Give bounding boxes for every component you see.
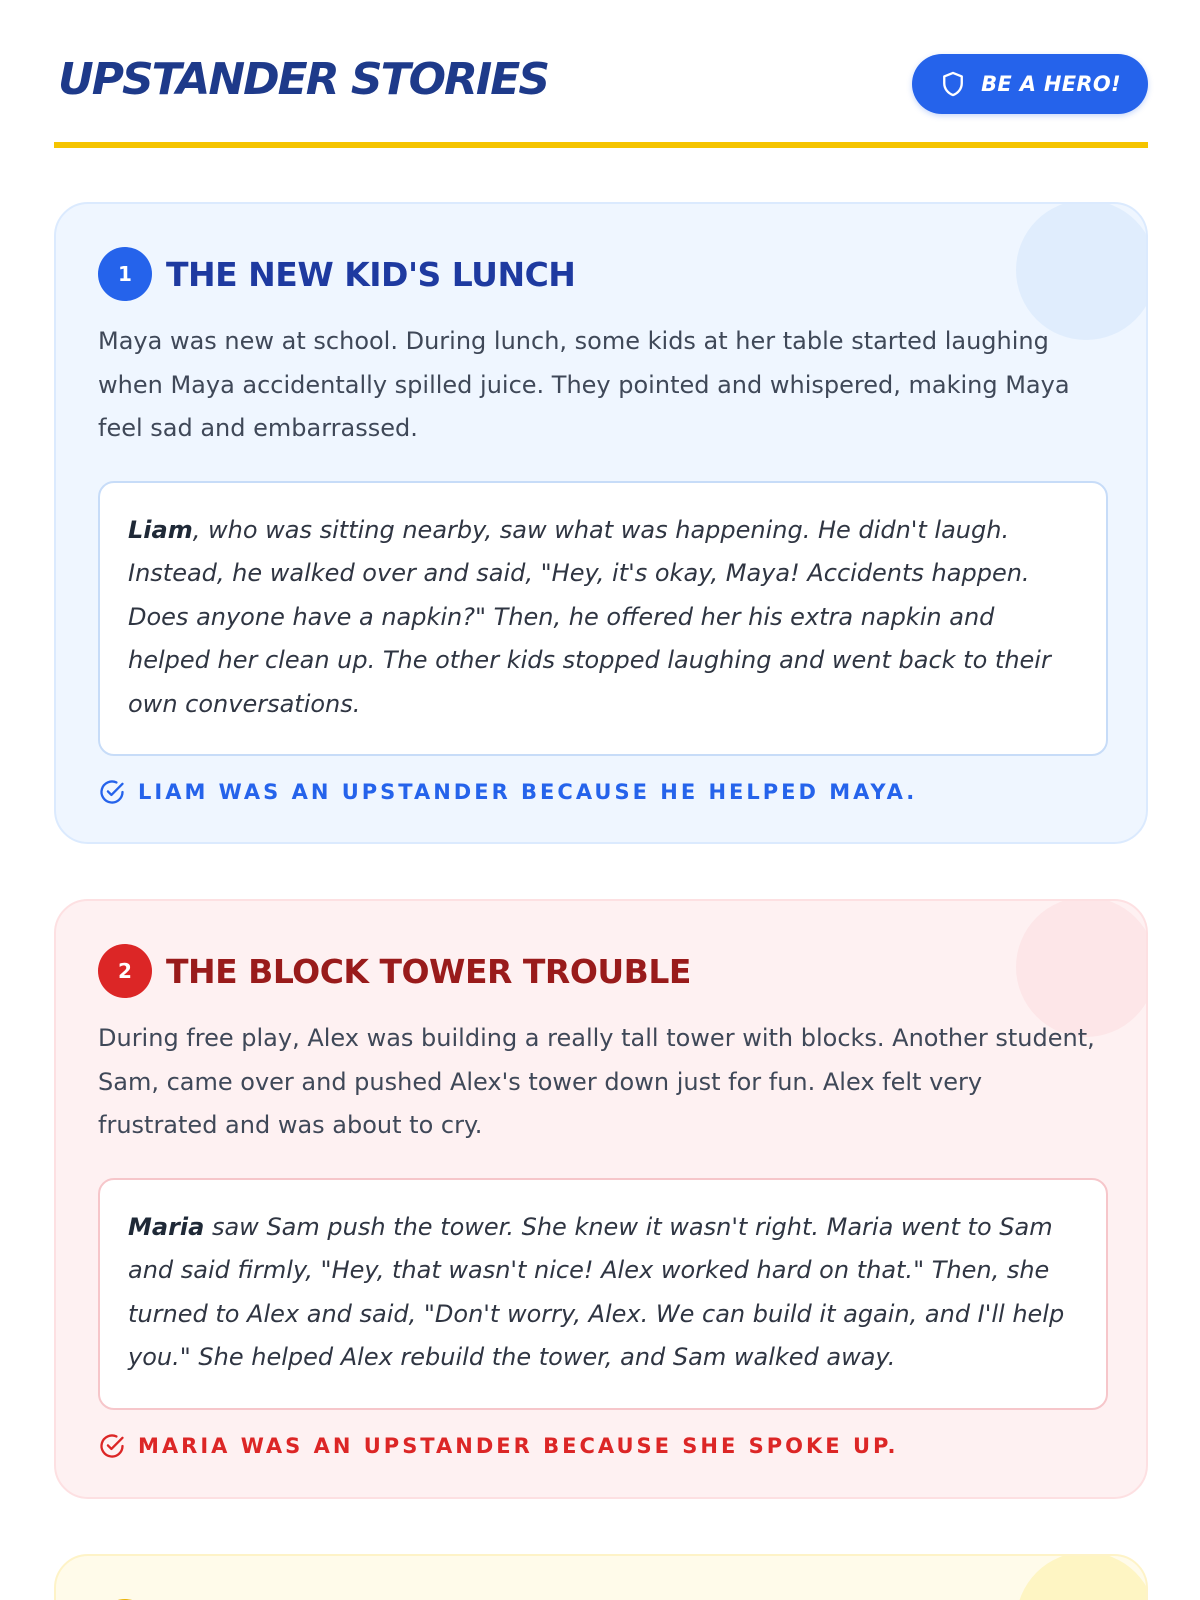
upstander-action-text: , who was sitting nearby, saw what was happening. He didn't laugh. Instead, he walked over and said, "Hey, it's okay, Maya! Accidents happen. Does anyone have a napkin?" Then, he offered her his extra napkin and helped her clean up. The other kids stopped laughing and went back to their own conversations.: [128, 515, 1051, 718]
page-title: UPSTANDER STORIES: [58, 54, 549, 105]
story-upstander-action: [98, 481, 1108, 757]
upstander-name: Maria: [128, 1212, 205, 1241]
story-title: THE NEW KID'S LUNCH: [166, 254, 576, 294]
story-verdict: [98, 1432, 1104, 1460]
story-number-badge: 2: [98, 944, 152, 998]
check-circle-icon: [98, 778, 126, 806]
verdict-text: LIAM WAS AN UPSTANDER BECAUSE HE HELPED MAYA.: [138, 780, 918, 804]
story-upstander-action: [98, 1178, 1108, 1410]
story-verdict: [98, 778, 1104, 806]
story-intro: During free play, Alex was building a really tall tower with blocks. Another student, Sam, came over and pushed Alex's tower down just for fun. Alex felt very frustrated and was about to cry.: [98, 1024, 1095, 1139]
upstander-name: Liam: [128, 515, 193, 544]
story-card: [54, 1554, 1148, 1600]
be-a-hero-button[interactable]: [912, 54, 1148, 114]
upstander-action-text: saw Sam push the tower. She knew it wasn't right. Maria went to Sam and said firmly, "Hey, that wasn't nice! Alex worked hard on that." Then, she turned to Alex and said, "Don't worry, Alex. We can build it again, and I'll help you." She helped Alex rebuild the tower, and Sam walked away.: [128, 1212, 1065, 1371]
be-a-hero-label: BE A HERO!: [981, 72, 1121, 96]
story-card: [54, 899, 1148, 1499]
check-circle-icon: [98, 1432, 126, 1460]
verdict-text: MARIA WAS AN UPSTANDER BECAUSE SHE SPOKE UP.: [138, 1433, 899, 1458]
story-title: THE BLOCK TOWER TROUBLE: [166, 951, 691, 991]
story-number-badge: 1: [98, 247, 152, 301]
page-header: [54, 40, 1148, 148]
shield-icon: [939, 70, 967, 98]
story-header: [98, 246, 1104, 302]
decorative-circle: [1016, 1554, 1148, 1600]
story-card: [54, 202, 1148, 844]
story-intro: Maya was new at school. During lunch, some kids at her table started laughing when Maya accidentally spilled juice. They pointed and whispered, making Maya feel sad and embarrassed.: [98, 327, 1070, 442]
story-header: [98, 943, 1104, 999]
